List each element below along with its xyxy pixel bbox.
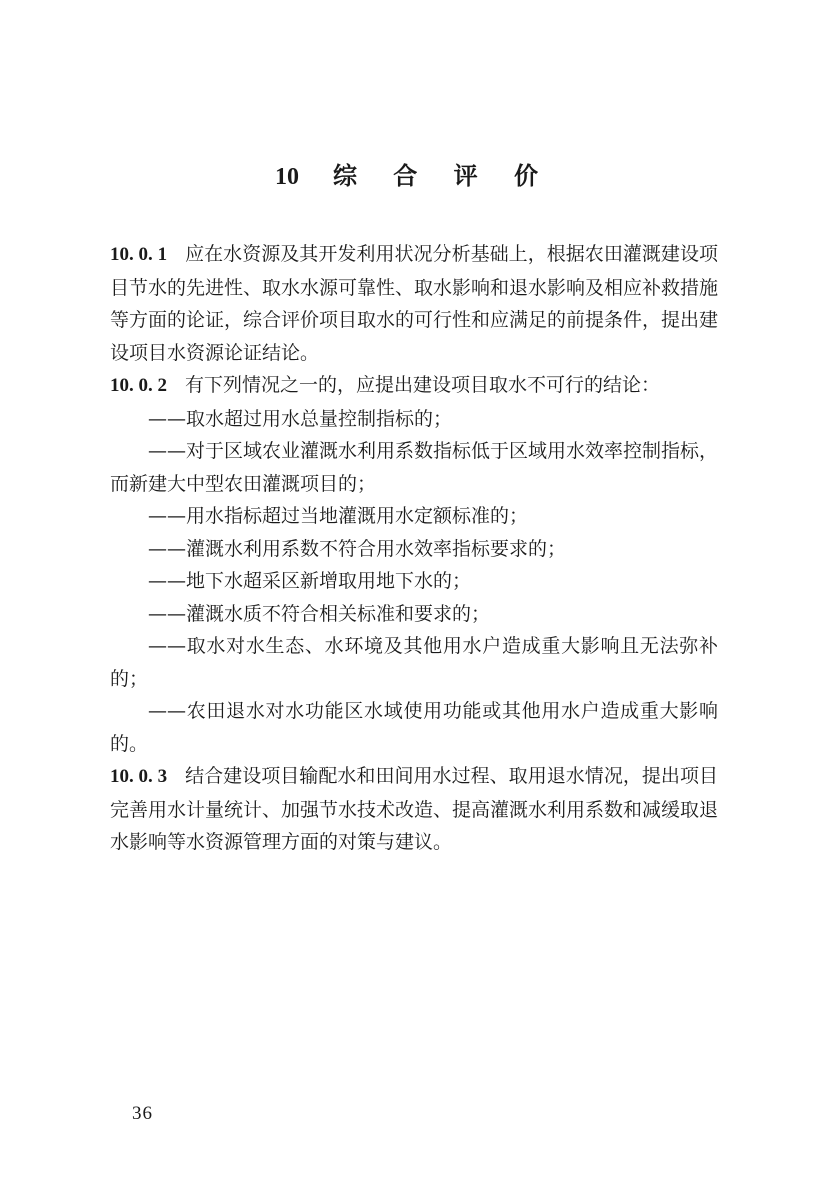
clause-text: 有下列情况之一的，应提出建设项目取水不可行的结论： xyxy=(185,374,661,396)
clause-number: 10. 0. 3 xyxy=(110,766,168,787)
clause-number: 10. 0. 2 xyxy=(110,375,167,396)
chapter-heading: 综 合 评 价 xyxy=(332,162,553,190)
list-item: ——取水对水生态、水环境及其他用水户造成重大影响且无法弥补的； xyxy=(110,635,718,690)
chapter-number: 10 xyxy=(274,164,299,190)
list-item: ——灌溉水利用系数不符合用水效率指标要求的； xyxy=(148,537,567,560)
list-item: ——取水超过用水总量控制指标的； xyxy=(148,407,453,430)
page-number: 36 xyxy=(132,1103,153,1124)
clause-number: 10. 0. 1 xyxy=(110,244,168,265)
clause-10-0-2 xyxy=(110,369,718,403)
list-item: ——对于区域农业灌溉水利用系数指标低于区域用水效率控制指标，而新建大中型农田灌溉项目的； xyxy=(110,440,719,495)
body-text xyxy=(110,238,718,859)
clause-text: 应在水资源及其开发利用状况分析基础上，根据农田灌溉建设项目节水的先进性、取水水源可靠性、取水影响和退水影响及相应补救措施等方面的论证，综合评价项目取水的可行性和应满足的前提条件，提出建设项目水资源论证结论。 xyxy=(110,243,719,364)
chapter-title xyxy=(0,156,827,191)
clause-10-0-3 xyxy=(110,760,718,859)
list-item: ——用水指标超过当地灌溉用水定额标准的； xyxy=(148,505,529,527)
clause-text: 结合建设项目输配水和田间用水过程、取用退水情况，提出项目完善用水计量统计、加强节水技术改造、提高灌溉水利用系数和减缓取退水影响等水资源管理方面的对策与建议。 xyxy=(110,765,719,853)
list-item: ——农田退水对水功能区水域使用功能或其他用水户造成重大影响的。 xyxy=(110,700,718,755)
clause-10-0-1 xyxy=(110,238,718,369)
list-item: ——地下水超采区新增取用地下水的； xyxy=(148,570,472,592)
list-item: ——灌溉水质不符合相关标准和要求的； xyxy=(148,602,491,625)
